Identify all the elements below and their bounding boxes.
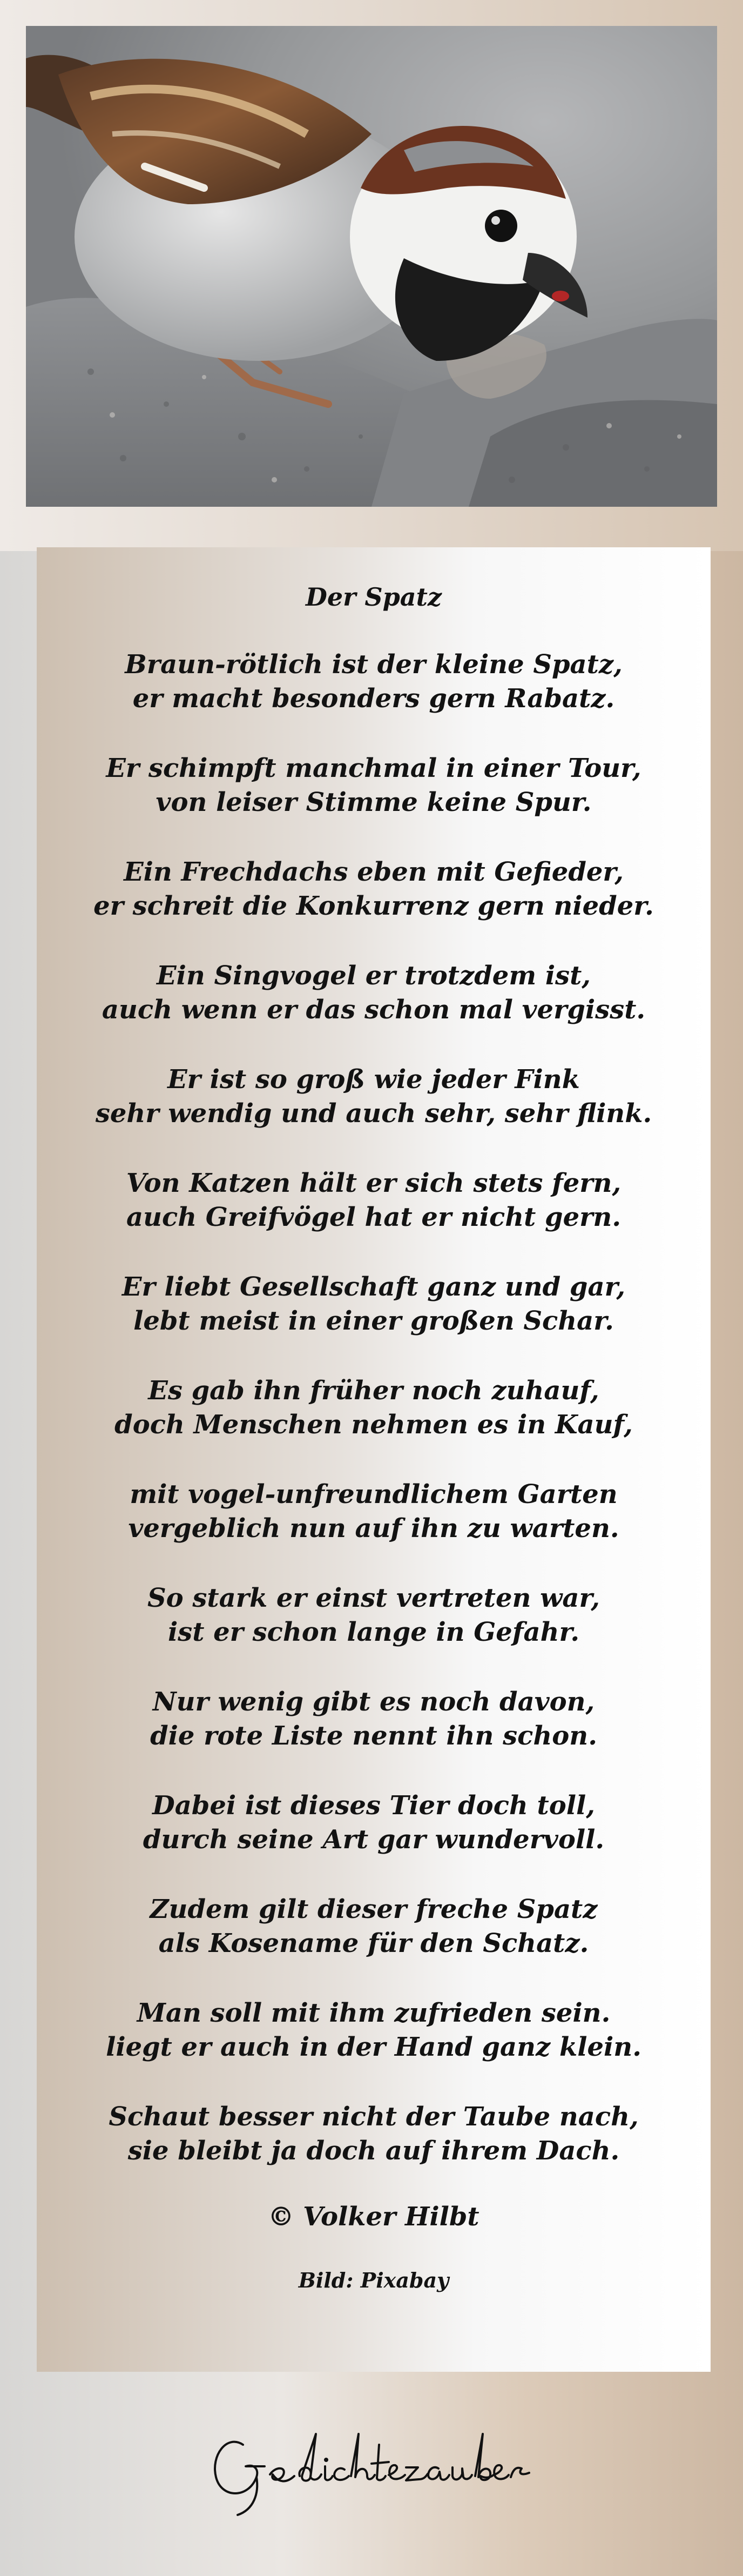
poem-line: So stark er einst vertreten war, [147,1583,600,1613]
poem-line: Ein Frechdachs eben mit Gefieder, [124,857,624,887]
poem-line: auch wenn er das schon mal vergisst. [102,995,646,1025]
poem-line: vergeblich nun auf ihn zu warten. [128,1513,619,1544]
poem-stanza [37,752,711,820]
poem-line: die rote Liste nennt ihn schon. [150,1721,597,1751]
poem-line: Ein Singvogel er trotzdem ist, [157,961,591,991]
poem-stanza [37,2100,711,2168]
poem-line: Schaut besser nicht der Taube nach, [109,2102,639,2132]
gedichtezauber-signature-logo [205,2412,540,2520]
poem-line: durch seine Art gar wundervoll. [143,1824,605,1855]
poem-line: Dabei ist dieses Tier doch toll, [152,1790,595,1821]
poem-stanza [37,1685,711,1753]
poem-stanza [37,959,711,1027]
poem-stanza [37,1478,711,1546]
poem-line: mit vogel-unfreundlichem Garten [130,1479,618,1510]
poem-line: von leiser Stimme keine Spur. [156,787,592,817]
poem-line: lebt meist in einer großen Schar. [133,1306,614,1336]
poem-line: Er ist so groß wie jeder Fink [167,1064,580,1095]
poem-stanza [37,1270,711,1338]
poem-line: Nur wenig gibt es noch davon, [152,1687,595,1717]
poem-stanza [37,1893,711,1961]
poem-card [37,547,711,2372]
poem-stanza [37,855,711,923]
poem-stanza [37,1996,711,2064]
sparrow-photo [26,26,717,507]
poem-line: sie bleibt ja doch auf ihrem Dach. [127,2136,620,2166]
poem-line: liegt er auch in der Hand ganz klein. [106,2032,641,2062]
poem-stanza [37,1789,711,1857]
poem-line: Er schimpft manchmal in einer Tour, [106,753,641,783]
poem-stanza [37,648,711,716]
poem-line: sehr wendig und auch sehr, sehr flink. [95,1098,652,1129]
poem-stanza [37,1581,711,1649]
poem-line: Zudem gilt dieser freche Spatz [150,1894,598,1924]
image-credit: Bild: Pixabay [298,2268,449,2292]
poem-line: doch Menschen nehmen es in Kauf, [114,1410,633,1440]
poem-line: Es gab ihn früher noch zuhauf, [148,1376,599,1406]
poem-title: Der Spatz [306,582,442,612]
poem-stanza [37,1166,711,1235]
poem-line: Man soll mit ihm zufrieden sein. [137,1998,611,2028]
poem-line: Braun-rötlich ist der kleine Spatz, [125,649,623,680]
poem-stanza [37,1374,711,1442]
poem-line: er schreit die Konkurrenz gern nieder. [93,891,654,921]
poem-line: er macht besonders gern Rabatz. [132,683,615,714]
poem-line: als Kosename für den Schatz. [158,1928,589,1958]
poem-line: auch Greifvögel hat er nicht gern. [126,1202,622,1232]
poem-line: ist er schon lange in Gefahr. [167,1617,580,1647]
poem-line: Er liebt Gesellschaft ganz und gar, [121,1272,626,1302]
copyright: © Volker Hilbt [268,2202,479,2232]
poem-line: Von Katzen hält er sich stets fern, [126,1168,622,1198]
poem-stanza [37,1063,711,1131]
poem-stanzas [37,648,711,2168]
